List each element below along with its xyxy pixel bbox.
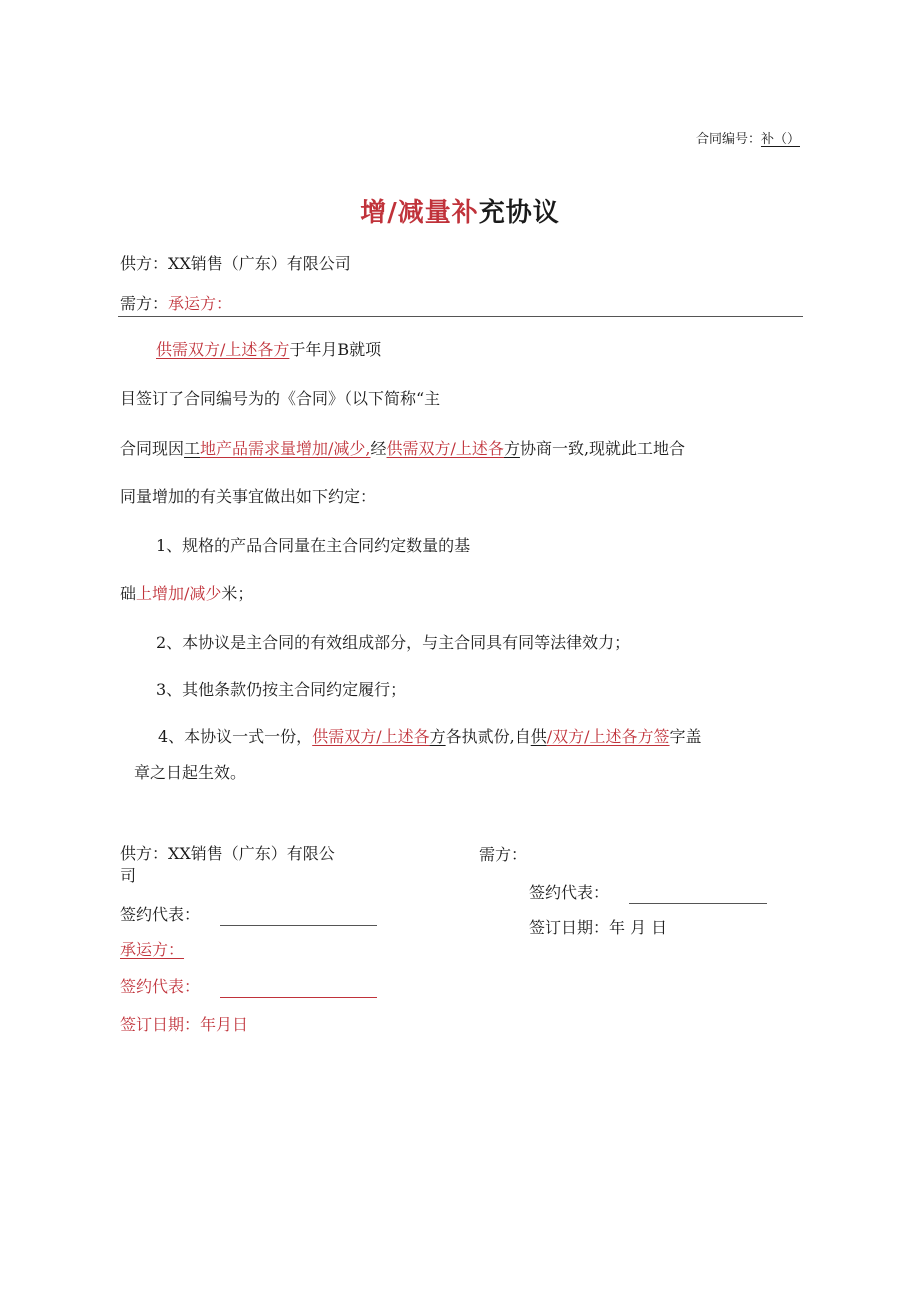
- p3-e: 供需双方/上述各: [386, 439, 504, 458]
- sig-buyer-date: 签订日期：年 月 日: [529, 918, 668, 937]
- sig-carrier-rep-label: 签约代表：: [120, 977, 201, 996]
- sig-buyer: 需方：: [479, 845, 528, 864]
- p3-d: 经: [370, 439, 387, 458]
- p3-a: 合同现因: [120, 439, 185, 458]
- item-4-line-1: [158, 726, 702, 748]
- item4-g: 字盖: [669, 727, 702, 746]
- supplier-party: 供方：XX销售（广东）有限公司: [120, 254, 351, 273]
- sig-supplier-rep-label: 签约代表：: [120, 905, 201, 924]
- item-1-line-1: 1、规格的产品合同量在主合同约定数量的基: [156, 536, 471, 555]
- sig-buyer-rep: [529, 882, 767, 904]
- contract-number-value: 补（）: [760, 132, 800, 147]
- sig-buyer-rep-label: 签约代表：: [529, 883, 610, 902]
- paragraph-3: [120, 438, 685, 460]
- buyer-label: 需方：: [120, 294, 169, 313]
- p3-c: 地产品需求量增加/减少,: [200, 439, 371, 458]
- sig-carrier-rep-line[interactable]: [220, 983, 377, 998]
- title-red-part: 增/减量补: [360, 198, 479, 228]
- item-1-line-2: [120, 583, 253, 605]
- page-title: [0, 192, 920, 229]
- paragraph-1: [156, 339, 381, 361]
- p1-red: 供需双方/上述各方: [156, 340, 290, 359]
- title-black-part: 充协议: [478, 198, 560, 228]
- item-4-line-2: 章之日起生效。: [134, 763, 247, 782]
- sig-supplier-rep-line[interactable]: [220, 911, 377, 926]
- sig-supplier-rep: [120, 904, 377, 926]
- item1-b3: 米；: [221, 584, 254, 603]
- item4-c: 方: [429, 727, 446, 746]
- sig-supplier-line-2: 司: [120, 866, 137, 885]
- item-2: 2、本协议是主合同的有效组成部分，与主合同具有同等法律效力；: [156, 633, 631, 652]
- buyer-party: [120, 293, 232, 315]
- p3-b: 工: [184, 439, 201, 458]
- item4-d: 各执贰份,自: [445, 727, 531, 746]
- sig-carrier-label: 承运方：: [120, 940, 185, 959]
- sig-carrier-date: 签订日期：年月日: [120, 1015, 249, 1034]
- item4-b: 供需双方/上述各: [312, 727, 430, 746]
- item4-e: 供: [530, 727, 547, 746]
- contract-number: [696, 128, 800, 147]
- p1-rest: 于年月B就项: [289, 340, 382, 359]
- paragraph-4: 同量增加的有关事宜做出如下约定：: [120, 487, 377, 506]
- p3-g: 协商一致,现就此工地合: [519, 439, 686, 458]
- item-3: 3、其他条款仍按主合同约定履行；: [156, 680, 407, 699]
- paragraph-2: 目签订了合同编号为的《合同》（以下简称“主: [120, 389, 441, 408]
- sig-buyer-rep-line[interactable]: [629, 889, 767, 904]
- item1-b2: 上增加/减少: [136, 584, 222, 603]
- carrier-label: 承运方：: [168, 294, 233, 313]
- contract-number-label: 合同编号：: [695, 132, 761, 147]
- header-divider: [118, 316, 803, 317]
- item1-b1: 础: [120, 584, 137, 603]
- sig-carrier: [120, 939, 184, 961]
- sig-carrier-rep: [120, 976, 377, 998]
- p3-f: 方: [503, 439, 520, 458]
- sig-supplier-line-1: 供方：XX销售（广东）有限公: [120, 844, 335, 863]
- item4-f: /双方/上述各方签: [546, 727, 670, 746]
- item4-a: 4、本协议一式一份，: [158, 727, 313, 746]
